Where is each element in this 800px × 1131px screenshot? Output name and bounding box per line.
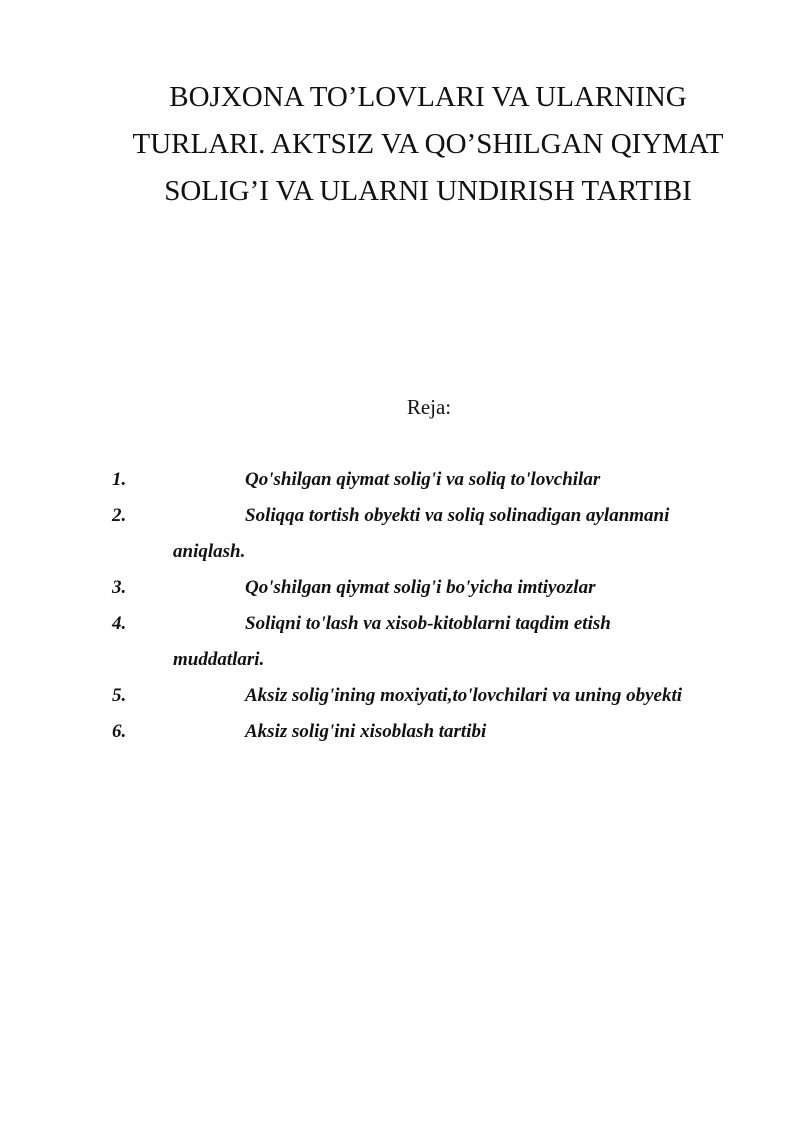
plan-item-6 xyxy=(112,714,772,750)
plan-item-number: 5. xyxy=(112,685,127,706)
plan-item-3 xyxy=(112,570,772,606)
title-line-1: BOJXONA TO’LOVLARI VA ULARNING xyxy=(169,81,687,113)
plan-item-number: 3. xyxy=(112,577,127,598)
plan-item-number: 4. xyxy=(112,613,127,634)
plan-item-1 xyxy=(112,462,772,498)
title-line-3: SOLIG’I VA ULARNI UNDIRISH TARTIBI xyxy=(164,175,692,207)
plan-item-text: Qo'shilgan qiymat solig'i bo'yicha imtiyozlar xyxy=(245,577,596,598)
plan-list xyxy=(112,462,772,750)
plan-item-2 xyxy=(112,498,772,570)
plan-item-number: 1. xyxy=(112,469,127,490)
plan-item-number: 6. xyxy=(112,721,127,742)
plan-item-text: Aksiz solig'ini xisoblash tartibi xyxy=(245,721,487,742)
title-line-2: TURLARI. AKTSIZ VA QO’SHILGAN QIYMAT xyxy=(132,128,724,160)
plan-item-text: Soliqni to'lash va xisob-kitoblarni taqdim etish xyxy=(245,613,611,634)
plan-item-text: Qo'shilgan qiymat solig'i va soliq to'lovchilar xyxy=(245,469,601,490)
plan-item-continuation: muddatlari. xyxy=(173,649,265,670)
plan-item-text: Soliqqa tortish obyekti va soliq solinadigan aylanmani xyxy=(245,505,670,526)
plan-item-5 xyxy=(112,678,772,714)
plan-item-4 xyxy=(112,606,772,678)
plan-item-text: Aksiz solig'ining moxiyati,to'lovchilari va uning obyekti xyxy=(245,685,683,706)
plan-heading: Reja: xyxy=(406,395,452,419)
document-title xyxy=(0,74,800,215)
plan-item-continuation: aniqlash. xyxy=(173,541,246,562)
plan-item-number: 2. xyxy=(112,505,127,526)
